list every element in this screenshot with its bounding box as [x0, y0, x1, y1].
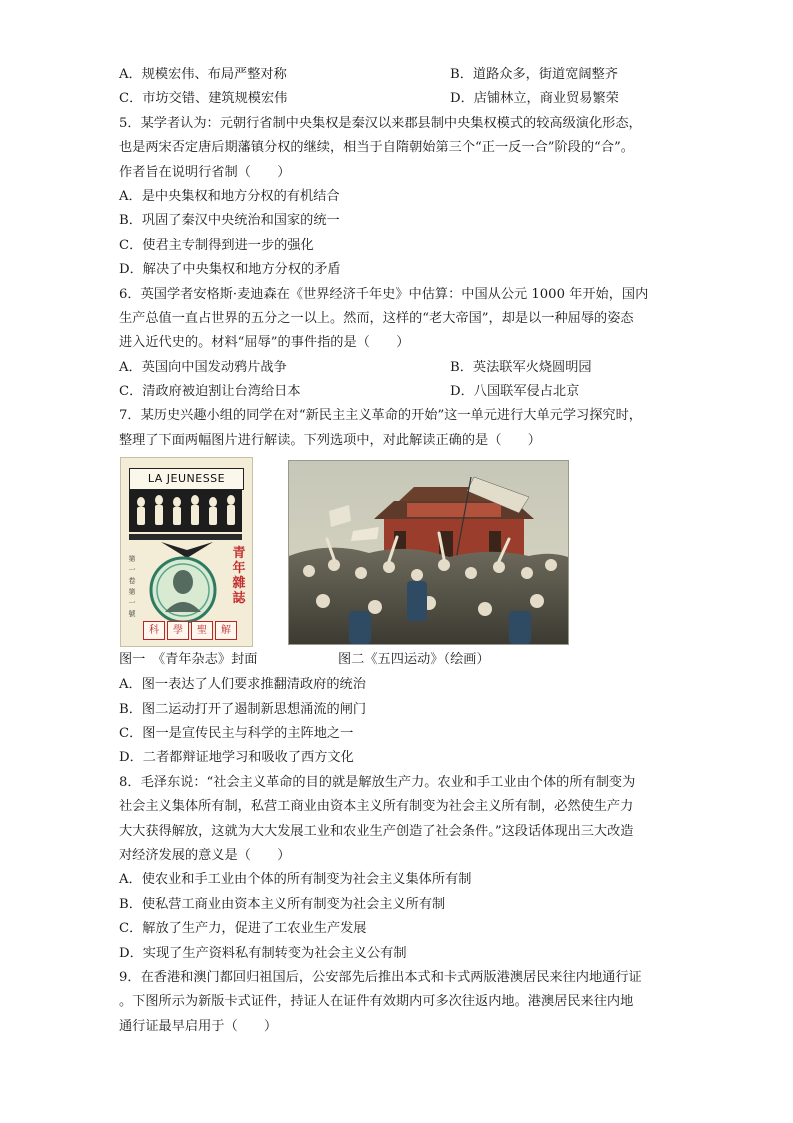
q8-option-d[interactable]: D．实现了生产资料私有制转变为社会主义公有制	[119, 945, 407, 961]
q7-option-b[interactable]: B．图二运动打开了遏制新思想涌流的闸门	[119, 701, 367, 717]
q9-stem-line-1: 9．在香港和澳门都回归祖国后，公安部先后推出本式和卡式两版港澳居民来往内地通行证	[119, 969, 642, 985]
q7-figures	[119, 457, 679, 647]
seal-char: 學	[167, 621, 189, 640]
q4-option-a[interactable]: A．规模宏伟、布局严整对称	[119, 67, 287, 82]
q7-stem-line-1: 7．某历史兴趣小组的同学在对“新民主主义革命的开始”这一单元进行大单元学习探究时，	[119, 408, 642, 424]
q6-stem-line-2: 生产总值一直占世界的五分之一以上。然而，这样的“老大帝国”，却是以一种屈辱的姿态	[119, 310, 634, 326]
q7-option-d[interactable]: D．二者都辩证地学习和吸收了西方文化	[119, 750, 354, 766]
q6-stem-line-1: 6．英国学者安格斯·麦迪森在《世界经济千年史》中估算：中国从公元 1000 年开始，国内	[119, 286, 649, 302]
q6-option-b[interactable]: B．英法联军火烧圆明园	[450, 359, 592, 375]
q4-option-d[interactable]: D．店铺林立，商业贸易繁荣	[450, 91, 619, 107]
may-fourth-painting-image	[289, 461, 568, 644]
q8-stem-line-3: 大大获得解放，这就为大大发展工业和农业生产创造了社会条件。”这段话体现出三大改造	[119, 823, 634, 839]
seal-char: 解	[215, 621, 237, 640]
q4-options-row-2	[119, 87, 679, 111]
q5-stem-line-1: 5．某学者认为：元朝行省制中央集权是秦汉以来郡县制中央集权模式的较高级演化形态，	[119, 115, 642, 131]
q7-option-c[interactable]: C．图一是宣传民主与科学的主阵地之一	[119, 726, 354, 742]
q8-option-c[interactable]: C．解放了生产力，促进了工农业生产发展	[119, 921, 367, 937]
exam-content	[119, 63, 679, 1039]
volume-label: 第 一 卷 第 一 號	[128, 555, 136, 619]
figure-may-fourth-painting	[288, 460, 569, 645]
q6-stem-line-3: 进入近代史的。材料“屈辱”的事件指的是（ ）	[119, 335, 410, 351]
q5-option-d[interactable]: D．解决了中央集权和地方分权的矛盾	[119, 262, 341, 278]
q9-stem-line-3: 通行证最早启用于（ ）	[119, 1018, 278, 1034]
q4-options-row-1	[119, 63, 679, 87]
q5-stem-line-2: 也是两宋否定唐后期藩镇分权的继续，相当于自隋朝始第三个“正一反一合”阶段的“合”。	[119, 140, 634, 156]
magazine-masthead: LA JEUNESSE	[129, 468, 244, 490]
q5-option-c[interactable]: C．使君主专制得到进一步的强化	[119, 237, 314, 253]
q6-option-d[interactable]: D．八国联军侵占北京	[450, 384, 580, 400]
q8-stem-line-1: 8．毛泽东说：“社会主义革命的目的就是解放生产力。农业和手工业由个体的所有制变为	[119, 774, 636, 790]
q4-option-c[interactable]: C．市坊交错、建筑规模宏伟	[119, 91, 288, 107]
magazine-title: 青 年 雜 誌	[232, 546, 246, 607]
q4-option-b[interactable]: B．道路众多，街道宽阔整齐	[450, 67, 618, 82]
seal-char: 科	[143, 621, 165, 640]
q8-option-b[interactable]: B．使私营工商业由资本主义所有制变为社会主义所有制	[119, 896, 446, 912]
q7-option-a[interactable]: A．图一表达了人们要求推翻清政府的统治	[119, 677, 366, 693]
q9-stem-line-2: 。下图所示为新版卡式证件，持证人在证件有效期内可多次往返内地。港澳居民来往内地	[119, 994, 634, 1010]
q6-options-row-2	[119, 380, 679, 404]
q5-option-b[interactable]: B．巩固了秦汉中央统治和国家的统一	[119, 213, 340, 229]
q5-option-a[interactable]: A．是中央集权和地方分权的有机结合	[119, 188, 340, 204]
q7-stem-line-2: 整理了下面两幅图片进行解读。下列选项中，对此解读正确的是（ ）	[119, 432, 541, 448]
seal-char: 聖	[191, 621, 213, 640]
figure2-caption: 图二《五四运动》（绘画）	[338, 652, 490, 668]
q6-option-a[interactable]: A．英国向中国发动鸦片战争	[119, 359, 287, 375]
figure-youth-magazine-cover	[120, 457, 253, 647]
figure1-caption: 图一 《青年杂志》封面	[119, 652, 258, 668]
q8-stem-line-4: 对经济发展的意义是（ ）	[119, 847, 291, 863]
q7-figure-captions	[119, 647, 679, 673]
q6-options-row-1	[119, 356, 679, 380]
q8-stem-line-2: 社会主义集体所有制，私营工商业由资本主义所有制变为社会主义所有制，必然使生产力	[119, 799, 634, 815]
q6-option-c[interactable]: C．清政府被迫割让台湾给日本	[119, 384, 301, 400]
q5-stem-line-3: 作者旨在说明行省制（ ）	[119, 164, 291, 180]
q8-option-a[interactable]: A．使农业和手工业由个体的所有制变为社会主义集体所有制	[119, 872, 472, 888]
